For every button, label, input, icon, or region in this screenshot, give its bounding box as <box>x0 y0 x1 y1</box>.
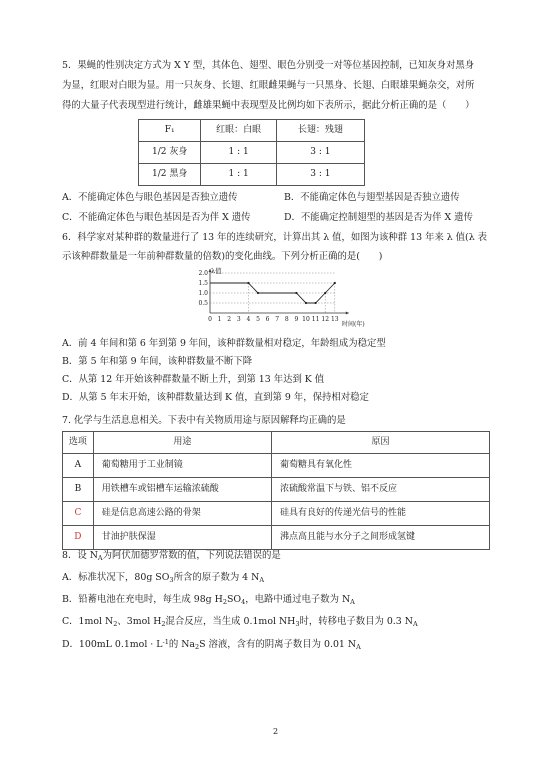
lambda-data-point <box>334 282 336 284</box>
q8-option-sub: 2 <box>113 620 118 628</box>
q7-option-label: D <box>63 526 94 550</box>
q8-option-text: D．100mL 0.1mol · L <box>62 639 163 650</box>
q7-reason: 硅具有良好的传递光信号的性能 <box>272 502 490 526</box>
x-tick-label: 9 <box>294 316 299 323</box>
chart-xlabel: 时间(年) <box>342 321 365 328</box>
lambda-chart <box>190 264 380 332</box>
q8-option-text: 所含的原子数为 4 N <box>173 572 260 583</box>
lambda-data-point <box>305 302 307 304</box>
lambda-data-point <box>295 292 297 294</box>
x-tick-label: 12 <box>321 316 330 323</box>
q7-use: 葡萄糖用于工业制镜 <box>93 454 271 478</box>
q5-table-cell: 1/2 黑身 <box>139 164 201 186</box>
q7-stem: 7. 化学与生活息息相关。下表中有关物质用途与原因解释均正确的是 <box>62 415 346 426</box>
q5-table <box>138 119 365 186</box>
q5-table-header: F₁ <box>139 120 201 142</box>
q5-table-header: 红眼：白眼 <box>201 120 276 142</box>
x-tick-label: 1 <box>217 316 222 323</box>
q7-table-header: 原因 <box>272 432 490 454</box>
q5-table-cell: 3 : 1 <box>276 164 364 186</box>
q6-option-c: C．从第 12 年开始该种群数量不断上升，到第 13 年达到 K 值 <box>62 374 325 385</box>
chart-ylabel: λ值 <box>211 267 222 275</box>
x-tick-label: 3 <box>236 316 241 323</box>
q8-option-b <box>62 595 355 606</box>
lambda-data-point <box>257 292 259 294</box>
q8-option-text: 时，转移电子数目为 0.3 N <box>299 616 413 627</box>
q5-line1: 5．果蝇的性别决定方式为 X Y 型，其体色、翅型、眼色分别受一对等位基因控制，已知灰身对黑身 <box>62 60 475 71</box>
q8-option-sub: A <box>412 620 418 628</box>
y-tick-label: 1.5 <box>198 280 208 287</box>
q8-option-text: 混合反应，当生成 0.1mol NH <box>165 616 296 627</box>
q5-table-cell: 3 : 1 <box>276 142 364 164</box>
q8-stem-text: 8．设 N <box>62 550 98 561</box>
x-tick-label: 7 <box>275 316 280 323</box>
q7-use: 用铁槽车或铝槽车运输浓硫酸 <box>93 478 271 502</box>
q8-option-text: 的 Na <box>168 639 195 650</box>
q8-option-sub: 3 <box>169 576 174 584</box>
q6-option-a: A．前 4 年间和第 6 年到第 9 年间，该种群数量相对稳定，年龄组成为稳定型 <box>62 338 386 349</box>
q5-option-a: A．不能确定体色与眼色基因是否独立遗传 <box>62 192 238 203</box>
q5-line2: 为显，红眼对白眼为显。用一只灰身、长翅、红眼雌果蝇与一只黑身、长翅、白眼雄果蝇杂交，对所 <box>62 80 475 91</box>
q8-option-sub: A <box>259 576 265 584</box>
lambda-data-point <box>315 302 317 304</box>
lambda-data-point <box>324 292 326 294</box>
q8-option-sub: 4 <box>241 598 246 606</box>
q8-stem-text: 为阿伏加德罗常数的值，下列说法错误的是 <box>102 550 281 561</box>
q5-table-header: 长翅：残翅 <box>276 120 364 142</box>
x-tick-label: 4 <box>246 316 251 323</box>
y-tick-label: 0.5 <box>198 300 208 307</box>
q8-option-sub: 2 <box>195 643 200 651</box>
q7-table <box>62 431 490 550</box>
q7-option-label: A <box>63 454 94 478</box>
x-tick-label: 5 <box>256 316 260 323</box>
q8-option-text: SO <box>226 594 242 605</box>
q7-option-label: B <box>63 478 94 502</box>
x-tick-label: 13 <box>330 316 339 323</box>
lambda-data-point <box>247 282 249 284</box>
q7-use: 硅是信息高速公路的骨架 <box>93 502 271 526</box>
q6-option-b: B．第 5 年和第 9 年间，该种群数量不断下降 <box>62 356 253 367</box>
q8-option-sub: A <box>350 598 355 606</box>
q8-option-text: C．1mol N <box>62 616 114 627</box>
q6-option-d: D．从第 5 年末开始，该种群数量达到 K 值，直到第 9 年，保持相对稳定 <box>62 392 369 403</box>
q7-use: 甘油护肤保湿 <box>93 526 271 550</box>
y-tick-label: 1.0 <box>198 290 208 297</box>
q7-reason: 沸点高且能与水分子之间形成氢键 <box>272 526 490 550</box>
q7-table-header: 选项 <box>63 432 94 454</box>
q8-option-sub: 2 <box>161 620 166 628</box>
q5-option-d: D．不能确定控制翅型的基因是否为伴 X 遗传 <box>284 212 473 223</box>
q8-stem-sub: A <box>97 554 103 562</box>
x-tick-label: 10 <box>302 316 310 323</box>
q8-option-text: B．铅蓄电池在充电时，每生成 98g H <box>62 594 223 605</box>
q8-option-a <box>62 573 264 584</box>
q8-option-sub: 2 <box>222 598 227 606</box>
q8-stem <box>62 551 281 562</box>
x-tick-label: 2 <box>227 316 232 323</box>
q8-option-text: A．标准状况下，80g SO <box>62 572 170 583</box>
q7-option-label: C <box>63 502 94 526</box>
q8-option-text: S 溶液，含有的阴离子数目为 0.01 N <box>199 639 357 650</box>
q8-option-sub: 3 <box>295 620 300 628</box>
q8-option-sub: A <box>356 643 361 651</box>
x-tick-label: 6 <box>265 316 270 323</box>
q8-option-text: 、3mol H <box>117 616 162 627</box>
q6-line2: 示该种群数量是一年前种群数量的倍数)的变化曲线。下列分析正确的是( ) <box>62 251 383 262</box>
q8-option-sup: -1 <box>162 638 169 646</box>
x-tick-label: 11 <box>311 316 320 323</box>
page-number: 2 <box>273 727 279 736</box>
q5-option-b: B．不能确定体色与翅型基因是否独立遗传 <box>284 192 460 203</box>
q8-option-c <box>62 617 418 628</box>
x-axis-arrow <box>346 312 349 315</box>
q5-option-c: C．不能确定体色与眼色基因是否为伴 X 遗传 <box>62 212 251 223</box>
q7-reason: 浓硫酸常温下与铁、铝不反应 <box>272 478 490 502</box>
q5-line3: 得的大量子代表现型进行统计，雌雄果蝇中表现型及比例均如下表所示，据此分析正确的是（ ） <box>62 100 475 111</box>
x-tick-label: 0 <box>208 316 212 323</box>
y-tick-label: 2.0 <box>198 270 208 277</box>
q7-reason: 葡萄糖具有氧化性 <box>272 454 490 478</box>
q7-table-header: 用途 <box>93 432 271 454</box>
q5-table-cell: 1 : 1 <box>201 164 276 186</box>
q8-option-text: ，电路中通过电子数为 N <box>245 594 351 605</box>
q5-table-cell: 1/2 灰身 <box>139 142 201 164</box>
q6-line1: 6．科学家对某种群的数量进行了 13 年的连续研究，计算出其 λ 值，如图为该种群 13 年来 λ 值(λ 表 <box>62 232 488 243</box>
q5-table-cell: 1 : 1 <box>201 142 276 164</box>
x-tick-label: 8 <box>284 316 289 323</box>
q8-option-d <box>62 639 361 651</box>
